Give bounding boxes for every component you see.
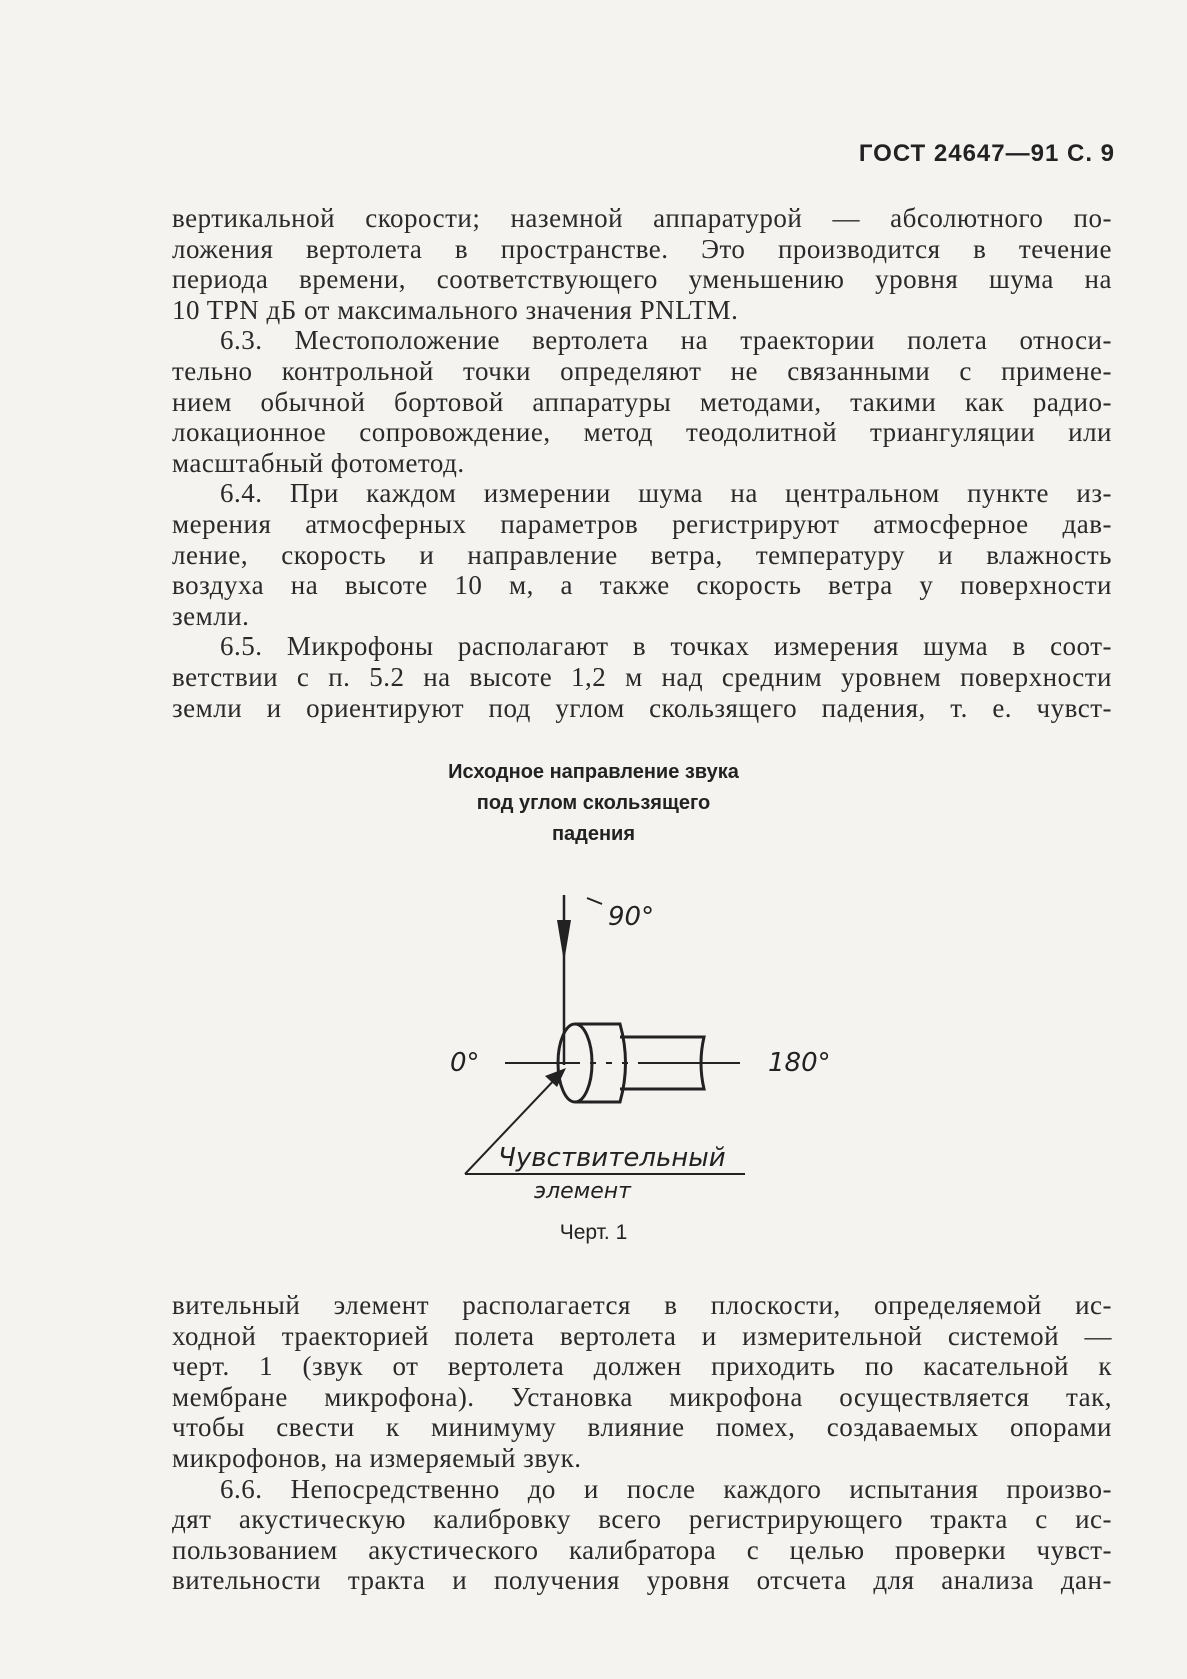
text-line: ление, скорость и направление ветра, температуру и влажность	[172, 539, 1112, 570]
text-line: 6.6. Непосредственно до и после каждого испытания произво-	[220, 1473, 1112, 1504]
figure-title-line: под углом скользящего	[476, 792, 711, 814]
figure-title	[0, 757, 1187, 850]
element-label-line2: элемент	[534, 1179, 632, 1204]
text-line: воздуха на высоте 10 м, а также скорость ветра у поверхности	[172, 570, 1112, 601]
text-line: микрофонов, на измеряемый звук.	[172, 1442, 582, 1473]
microphone-diagram	[430, 880, 850, 1210]
text-line: нием обычной бортовой аппаратуры методами, такими как радио-	[172, 386, 1112, 417]
page-header: ГОСТ 24647—91 С. 9	[858, 140, 1115, 167]
text-line: мембране микрофона). Установка микрофона осуществляется так,	[172, 1381, 1112, 1412]
text-line: 6.4. При каждом измерении шума на центральном пункте из-	[220, 478, 1112, 509]
label-90-tick	[587, 898, 602, 904]
text-line: локационное сопровождение, метод теодолитной триангуляции или	[172, 417, 1112, 448]
text-line: вительный элемент располагается в плоскости, определяемой ис-	[172, 1290, 1112, 1320]
text-line: вительности тракта и получения уровня отсчета для анализа дан-	[172, 1565, 1112, 1596]
text-line: чтобы свести к минимуму влияние помех, создаваемых опорами	[172, 1412, 1112, 1443]
figure-title-line: падения	[551, 823, 636, 845]
text-line: пользованием акустического калибратора с целью проверки чувст-	[172, 1534, 1112, 1565]
text-line: 6.5. Микрофоны располагают в точках измерения шума в соот-	[220, 631, 1112, 662]
text-line: вертикальной скорости; наземной аппаратурой — абсолютного по-	[172, 203, 1112, 233]
text-line: ложения вертолета в пространстве. Это производится в течение	[172, 233, 1112, 264]
text-line: тельно контрольной точки определяют не связанными с примене-	[172, 355, 1112, 386]
text-line: мерения атмосферных параметров регистрируют атмосферное дав-	[172, 508, 1112, 539]
label-180: 180°	[768, 1048, 831, 1078]
text-line: 10 TPN дБ от максимального значения PNLTM.	[172, 294, 739, 325]
leader-arrow-icon	[545, 1068, 566, 1087]
text-line: масштабный фотометод.	[172, 447, 465, 478]
text-line: ветствии с п. 5.2 на высоте 1,2 м над средним уровнем поверхности	[172, 661, 1112, 692]
text-line: ходной траекторией полета вертолета и измерительной системой —	[172, 1320, 1112, 1351]
text-line: земли.	[172, 600, 250, 631]
arrow-90-icon	[557, 920, 571, 962]
text-line: дят акустическую калибровку всего регистрирующего тракта с ис-	[172, 1504, 1112, 1535]
text-line: 6.3. Местоположение вертолета на траектории полета относи-	[220, 325, 1112, 356]
paragraph-after-figure	[172, 1290, 1112, 1596]
figure-caption: Черт. 1	[559, 1221, 628, 1244]
label-0: 0°	[450, 1048, 480, 1078]
text-line: периода времени, соответствующего уменьшению уровня шума на	[172, 264, 1112, 295]
figure-title-line: Исходное направление звука	[448, 761, 739, 783]
text-line: земли и ориентируют под углом скользящего падения, т. е. чувст-	[172, 692, 1112, 723]
paragraph-top	[172, 203, 1112, 723]
text-line: черт. 1 (звук от вертолета должен приходить по касательной к	[172, 1351, 1112, 1382]
label-90: 90°	[608, 902, 655, 932]
element-label-line1: Чувствительный	[498, 1143, 726, 1173]
